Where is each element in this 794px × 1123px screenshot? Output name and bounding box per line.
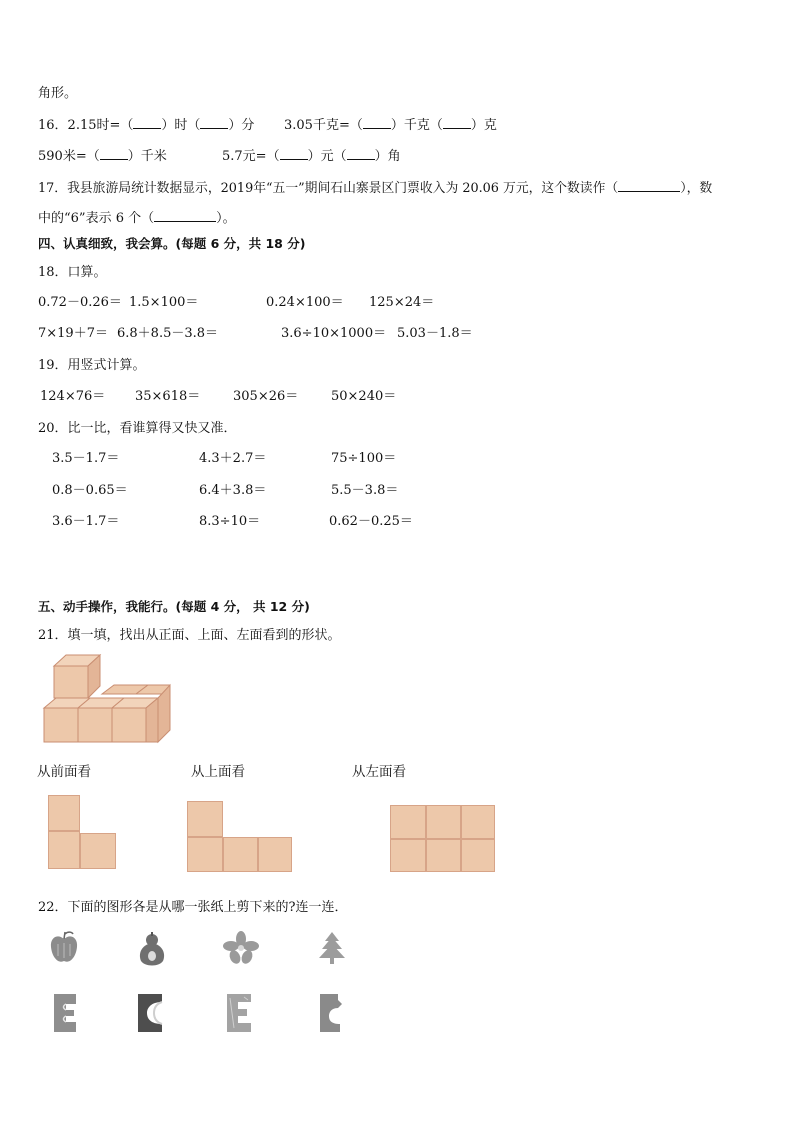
- question-20-title: 20．比一比，看谁算得又快又准．: [38, 421, 237, 436]
- apple-icon: [48, 930, 80, 966]
- view-square: [426, 805, 461, 839]
- question-17-line-2: 中的“6”表示 6 个（ ）。: [38, 211, 236, 226]
- q20-item: 5.5－3.8＝: [331, 483, 399, 498]
- view-square: [461, 839, 495, 872]
- q18-item: 1.5×100＝: [129, 295, 199, 310]
- view-square: [187, 801, 223, 837]
- front-view-label: 从前面看: [37, 764, 91, 780]
- cutout-paper-1-icon: [50, 992, 80, 1034]
- flower-icon: [222, 930, 260, 966]
- q19-item: 35×618＝: [135, 389, 201, 404]
- answer-blank[interactable]: [363, 117, 391, 129]
- q18-item: 5.03－1.8＝: [397, 326, 473, 341]
- cutout-paper-4-icon: [316, 992, 346, 1034]
- view-square: [187, 837, 223, 872]
- q20-item: 8.3÷10＝: [199, 514, 261, 529]
- q20-item: 4.3＋2.7＝: [199, 451, 267, 466]
- q20-item: 0.8－0.65＝: [52, 483, 128, 498]
- cube-front: [54, 666, 88, 698]
- q18-item: 0.24×100＝: [266, 295, 344, 310]
- view-square: [48, 831, 80, 869]
- q18-item: 6.8＋8.5－3.8＝: [117, 326, 219, 341]
- question-16-part-b: 3.05千克=（ ）千克（ ）克: [284, 118, 497, 133]
- top-view-label: 从上面看: [191, 764, 245, 780]
- answer-blank[interactable]: [154, 210, 216, 222]
- view-square: [390, 839, 426, 872]
- q19-item: 124×76＝: [40, 389, 106, 404]
- answer-blank[interactable]: [618, 180, 680, 192]
- question-16-part-d: 5.7元=（ ）元（ ）角: [222, 149, 401, 164]
- answer-blank[interactable]: [280, 148, 308, 160]
- tree-icon: [316, 930, 348, 966]
- gourd-icon: [136, 930, 168, 968]
- question-22-title: 22．下面的图形各是从哪一张纸上剪下来的?连一连．: [38, 900, 348, 915]
- cube-front: [78, 708, 112, 742]
- answer-blank[interactable]: [347, 148, 375, 160]
- q19-item: 50×240＝: [331, 389, 397, 404]
- answer-blank[interactable]: [100, 148, 128, 160]
- view-square: [48, 795, 80, 831]
- view-square: [461, 805, 495, 839]
- view-square: [258, 837, 292, 872]
- section-5-heading: 五、动手操作，我能行。(每题 4 分， 共 12 分): [38, 599, 310, 614]
- q18-item: 3.6÷10×1000＝: [281, 326, 387, 341]
- left-view-label: 从左面看: [352, 764, 406, 780]
- q18-item: 7×19＋7＝: [38, 326, 108, 341]
- view-square: [80, 833, 116, 869]
- answer-blank[interactable]: [443, 117, 471, 129]
- question-19-title: 19．用竖式计算。: [38, 358, 146, 373]
- view-square: [426, 839, 461, 872]
- q20-item: 3.5－1.7＝: [52, 451, 120, 466]
- question-21-title: 21．填一填，找出从正面、上面、左面看到的形状。: [38, 628, 341, 643]
- section-4-heading: 四、认真细致，我会算。(每题 6 分，共 18 分): [38, 236, 306, 251]
- question-16-part-c: 590米=（ ）千米: [38, 149, 167, 164]
- cube-stack-figure: [40, 652, 172, 746]
- question-17-line-1: 17．我县旅游局统计数据显示，2019年“五一”期间石山寨景区门票收入为 20.06 万元，这个数读作（ ），数: [38, 181, 713, 196]
- q20-item: 0.62－0.25＝: [329, 514, 413, 529]
- q19-item: 305×26＝: [233, 389, 299, 404]
- answer-blank[interactable]: [200, 117, 228, 129]
- cube-front: [44, 708, 78, 742]
- view-square: [390, 805, 426, 839]
- cutout-paper-3-icon: [224, 992, 254, 1034]
- view-square: [223, 837, 258, 872]
- q18-item: 0.72－0.26＝: [38, 295, 122, 310]
- answer-blank[interactable]: [133, 117, 161, 129]
- cutout-paper-2-icon: [134, 992, 166, 1034]
- continued-text: 角形。: [38, 86, 78, 101]
- cube-front: [112, 708, 146, 742]
- q20-item: 75÷100＝: [331, 451, 397, 466]
- question-16-part-a: 16．2.15时=（ ）时（ ）分: [38, 118, 255, 133]
- question-18-title: 18．口算。: [38, 265, 107, 280]
- q20-item: 6.4＋3.8＝: [199, 483, 267, 498]
- q20-item: 3.6－1.7＝: [52, 514, 120, 529]
- q18-item: 125×24＝: [369, 295, 435, 310]
